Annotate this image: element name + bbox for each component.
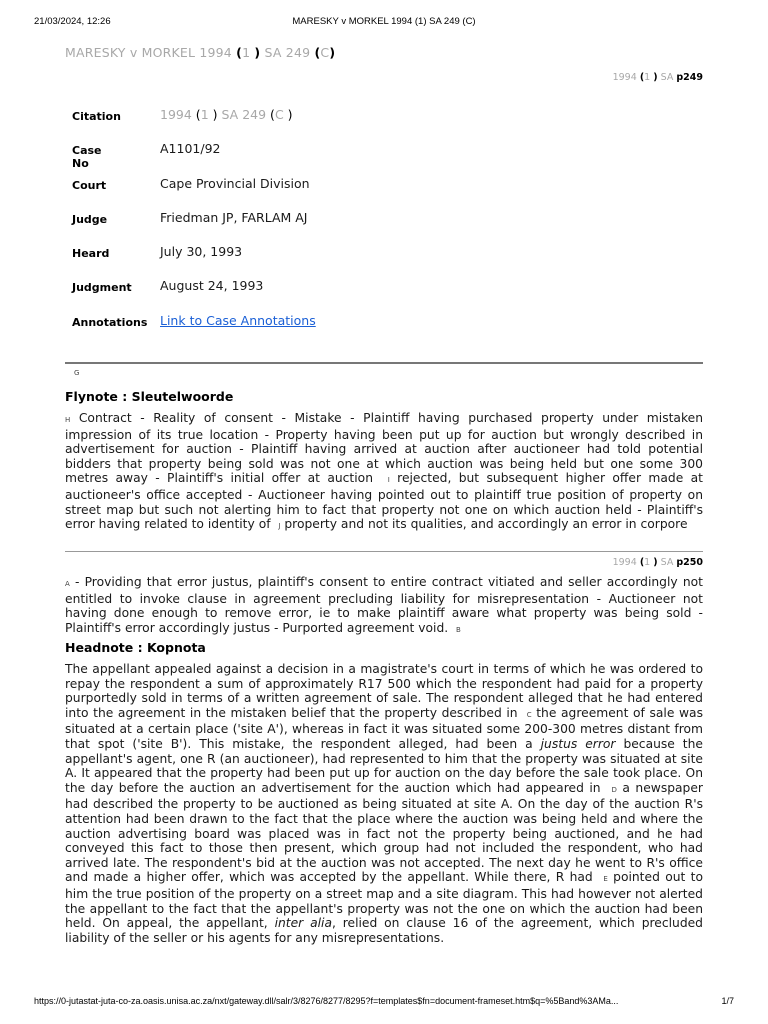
annotations-value [160, 313, 316, 328]
paren-close: ) [653, 72, 658, 83]
court-value: Cape Provincial Division [160, 175, 310, 191]
page-ref-year: 1994 [612, 72, 637, 83]
paren-open: ( [195, 107, 201, 122]
headnote-part-5: pointed out to him the true position of the property on a street map and a site diagram. This had however not alerted the appellant to the fact that the appellant's property was not the one on which the auction had been held. On appeal, the appellant, [65, 870, 703, 931]
citation-volume: 1 [200, 107, 209, 122]
citation-value [160, 107, 293, 122]
paren-open: ( [236, 45, 243, 60]
print-url: https://0-jutastat-juta-co-za.oasis.unisa.ac.za/nxt/gateway.dll/salr/3/8276/8277/8295?f=templates$fn=document-frameset.htm$q=%5Band%3AMa... [34, 996, 619, 1006]
annotations-label: Annotations [72, 315, 148, 329]
page-reference-250 [613, 557, 703, 568]
margin-marker-j: J [278, 522, 281, 531]
margin-marker-i: I [387, 476, 390, 485]
case-no-value: A1101/92 [160, 141, 221, 157]
heard-value: July 30, 1993 [160, 244, 243, 260]
headnote-italic-inter-alia: inter alia [274, 916, 332, 931]
page-ref-page: p250 [676, 557, 703, 568]
citation-division: C [274, 107, 284, 122]
print-page-number: 1/7 [721, 996, 734, 1006]
judge-value: Friedman JP, FARLAM AJ [160, 209, 308, 225]
case-title [65, 45, 335, 60]
citation-label: Citation [72, 110, 121, 123]
print-title: MARESKY v MORKEL 1994 (1) SA 249 (C) [292, 16, 476, 27]
margin-marker-g: G [74, 369, 80, 377]
section-divider [65, 362, 703, 364]
paren-open: ( [639, 72, 645, 83]
page-ref-page: p249 [676, 72, 703, 83]
margin-marker-c: C [526, 710, 532, 719]
case-title-division: C [320, 45, 330, 60]
headnote-italic-justus-error: justus error [540, 736, 616, 751]
paren-open: ( [639, 557, 645, 568]
paren-close: ) [212, 107, 218, 122]
print-footer [34, 996, 734, 1010]
flynote-part-3: property and not its qualities, and accordingly an error in corpore [284, 517, 688, 532]
flynote-continuation [65, 575, 703, 637]
margin-marker-e: E [603, 875, 608, 884]
margin-marker-b: B [456, 625, 461, 634]
judge-label: Judge [72, 212, 108, 226]
court-label: Court [72, 178, 107, 192]
paren-open: ( [270, 107, 275, 122]
page-reference-249 [613, 72, 703, 83]
paren-close: ) [329, 45, 336, 60]
flynote-heading: Flynote : Sleutelwoorde [65, 389, 234, 404]
headnote-part-6: , relied on clause 16 of the agreement, which precluded liability of the seller or his agents for any misrepresentations. [65, 916, 703, 945]
heard-label: Heard [72, 247, 110, 261]
page-ref-volume: 1 [644, 557, 651, 568]
page-ref-volume: 1 [644, 72, 651, 83]
margin-marker-d: D [611, 785, 617, 794]
flynote-part-4: - Providing that error justus, plaintiff's consent to entire contract vitiated and seller accordingly not entitled to invoke clause in agreement precluding liability for misrepresentation - Auctioneer not having done enough to remove error, ie to make plaintiff aware what property was being sold - Plaintiff's error accordingly justus - Purported agreement void. [65, 575, 703, 635]
citation-report: SA 249 [221, 107, 267, 122]
citation-year: 1994 [160, 107, 192, 122]
paren-close: ) [254, 45, 261, 60]
print-header [34, 16, 734, 30]
page-ref-year: 1994 [612, 557, 637, 568]
case-title-volume: 1 [242, 45, 251, 60]
headnote-heading: Headnote : Kopnota [65, 640, 206, 655]
headnote-part-3: because the appellant's agent, one R (an auctioneer), had represented to him that the property was situated at site A. It appeared that the property had been put up for auction on the day before the sale took place. On the day before the auction an advertisement for the auction which had appeared in [65, 736, 703, 795]
case-title-prefix: MARESKY v MORKEL 1994 [65, 45, 232, 60]
flynote-part-1: Contract - Reality of consent - Mistake - Plaintiff having purchased property under mistaken impression of its true location - Property having been put up for auction but wrongly described in advertisement for auction - Plaintiff having arrived at auction after auctioneer had told potential bidders that property being sold was not one at which auction was being held but one some 300 metres away - Plaintiff's initial offer at auction [65, 411, 703, 486]
paren-close: ) [287, 107, 293, 122]
page-ref-sa: SA [660, 557, 674, 568]
headnote-part-2: the agreement of sale was situated at a certain place ('site A'), whereas in fact it was situated some 200-300 metres distant from that spot ('site B'). This mistake, the respondent alleged, had been a [65, 705, 703, 751]
page-break-divider [65, 551, 703, 552]
headnote-text [65, 662, 703, 945]
case-annotations-link[interactable]: Link to Case Annotations [160, 312, 316, 328]
paren-close: ) [653, 557, 658, 568]
margin-marker-h: H [65, 416, 71, 424]
paren-open: ( [314, 45, 321, 60]
judgment-value: August 24, 1993 [160, 278, 264, 294]
page-ref-sa: SA [660, 72, 674, 83]
flynote-part-2: rejected, but subsequent higher offer made at auctioneer's office accepted - Auctioneer having pointed out to plaintiff true position of property on street map but such not alerting him to fact that property not one on which auction held - Plaintiff's error having related to identity of [65, 471, 703, 532]
print-date: 21/03/2024, 12:26 [34, 16, 111, 27]
case-title-report: SA 249 [264, 45, 311, 60]
case-no-label: Case No [72, 144, 102, 171]
flynote-text [65, 411, 703, 534]
headnote-part-4: a newspaper had described the property to be auctioned as being situated at site A. On the day of the auction R's attention had been drawn to the fact that the place where the auction was being held and where the auction advertising board was placed was in fact not the property being auctioned, and he had conveyed this fact to those then present, which group had not included the respondent, who had arrived late. The respondent's bid at the auction was not accepted. The next day he went to R's office and made a higher offer, which was accepted by the appellant. While there, R had [65, 780, 703, 885]
headnote-part-1: The appellant appealed against a decision in a magistrate's court in terms of which he was ordered to repay the respondent a sum of approximately R17 500 which the respondent had paid for a property purportedly sold in terms of a written agreement of sale. The respondent alleged that he had entered into the agreement in the mistaken belief that the property described in [65, 662, 703, 720]
margin-marker-a: A [65, 580, 70, 588]
judgment-label: Judgment [72, 281, 132, 295]
